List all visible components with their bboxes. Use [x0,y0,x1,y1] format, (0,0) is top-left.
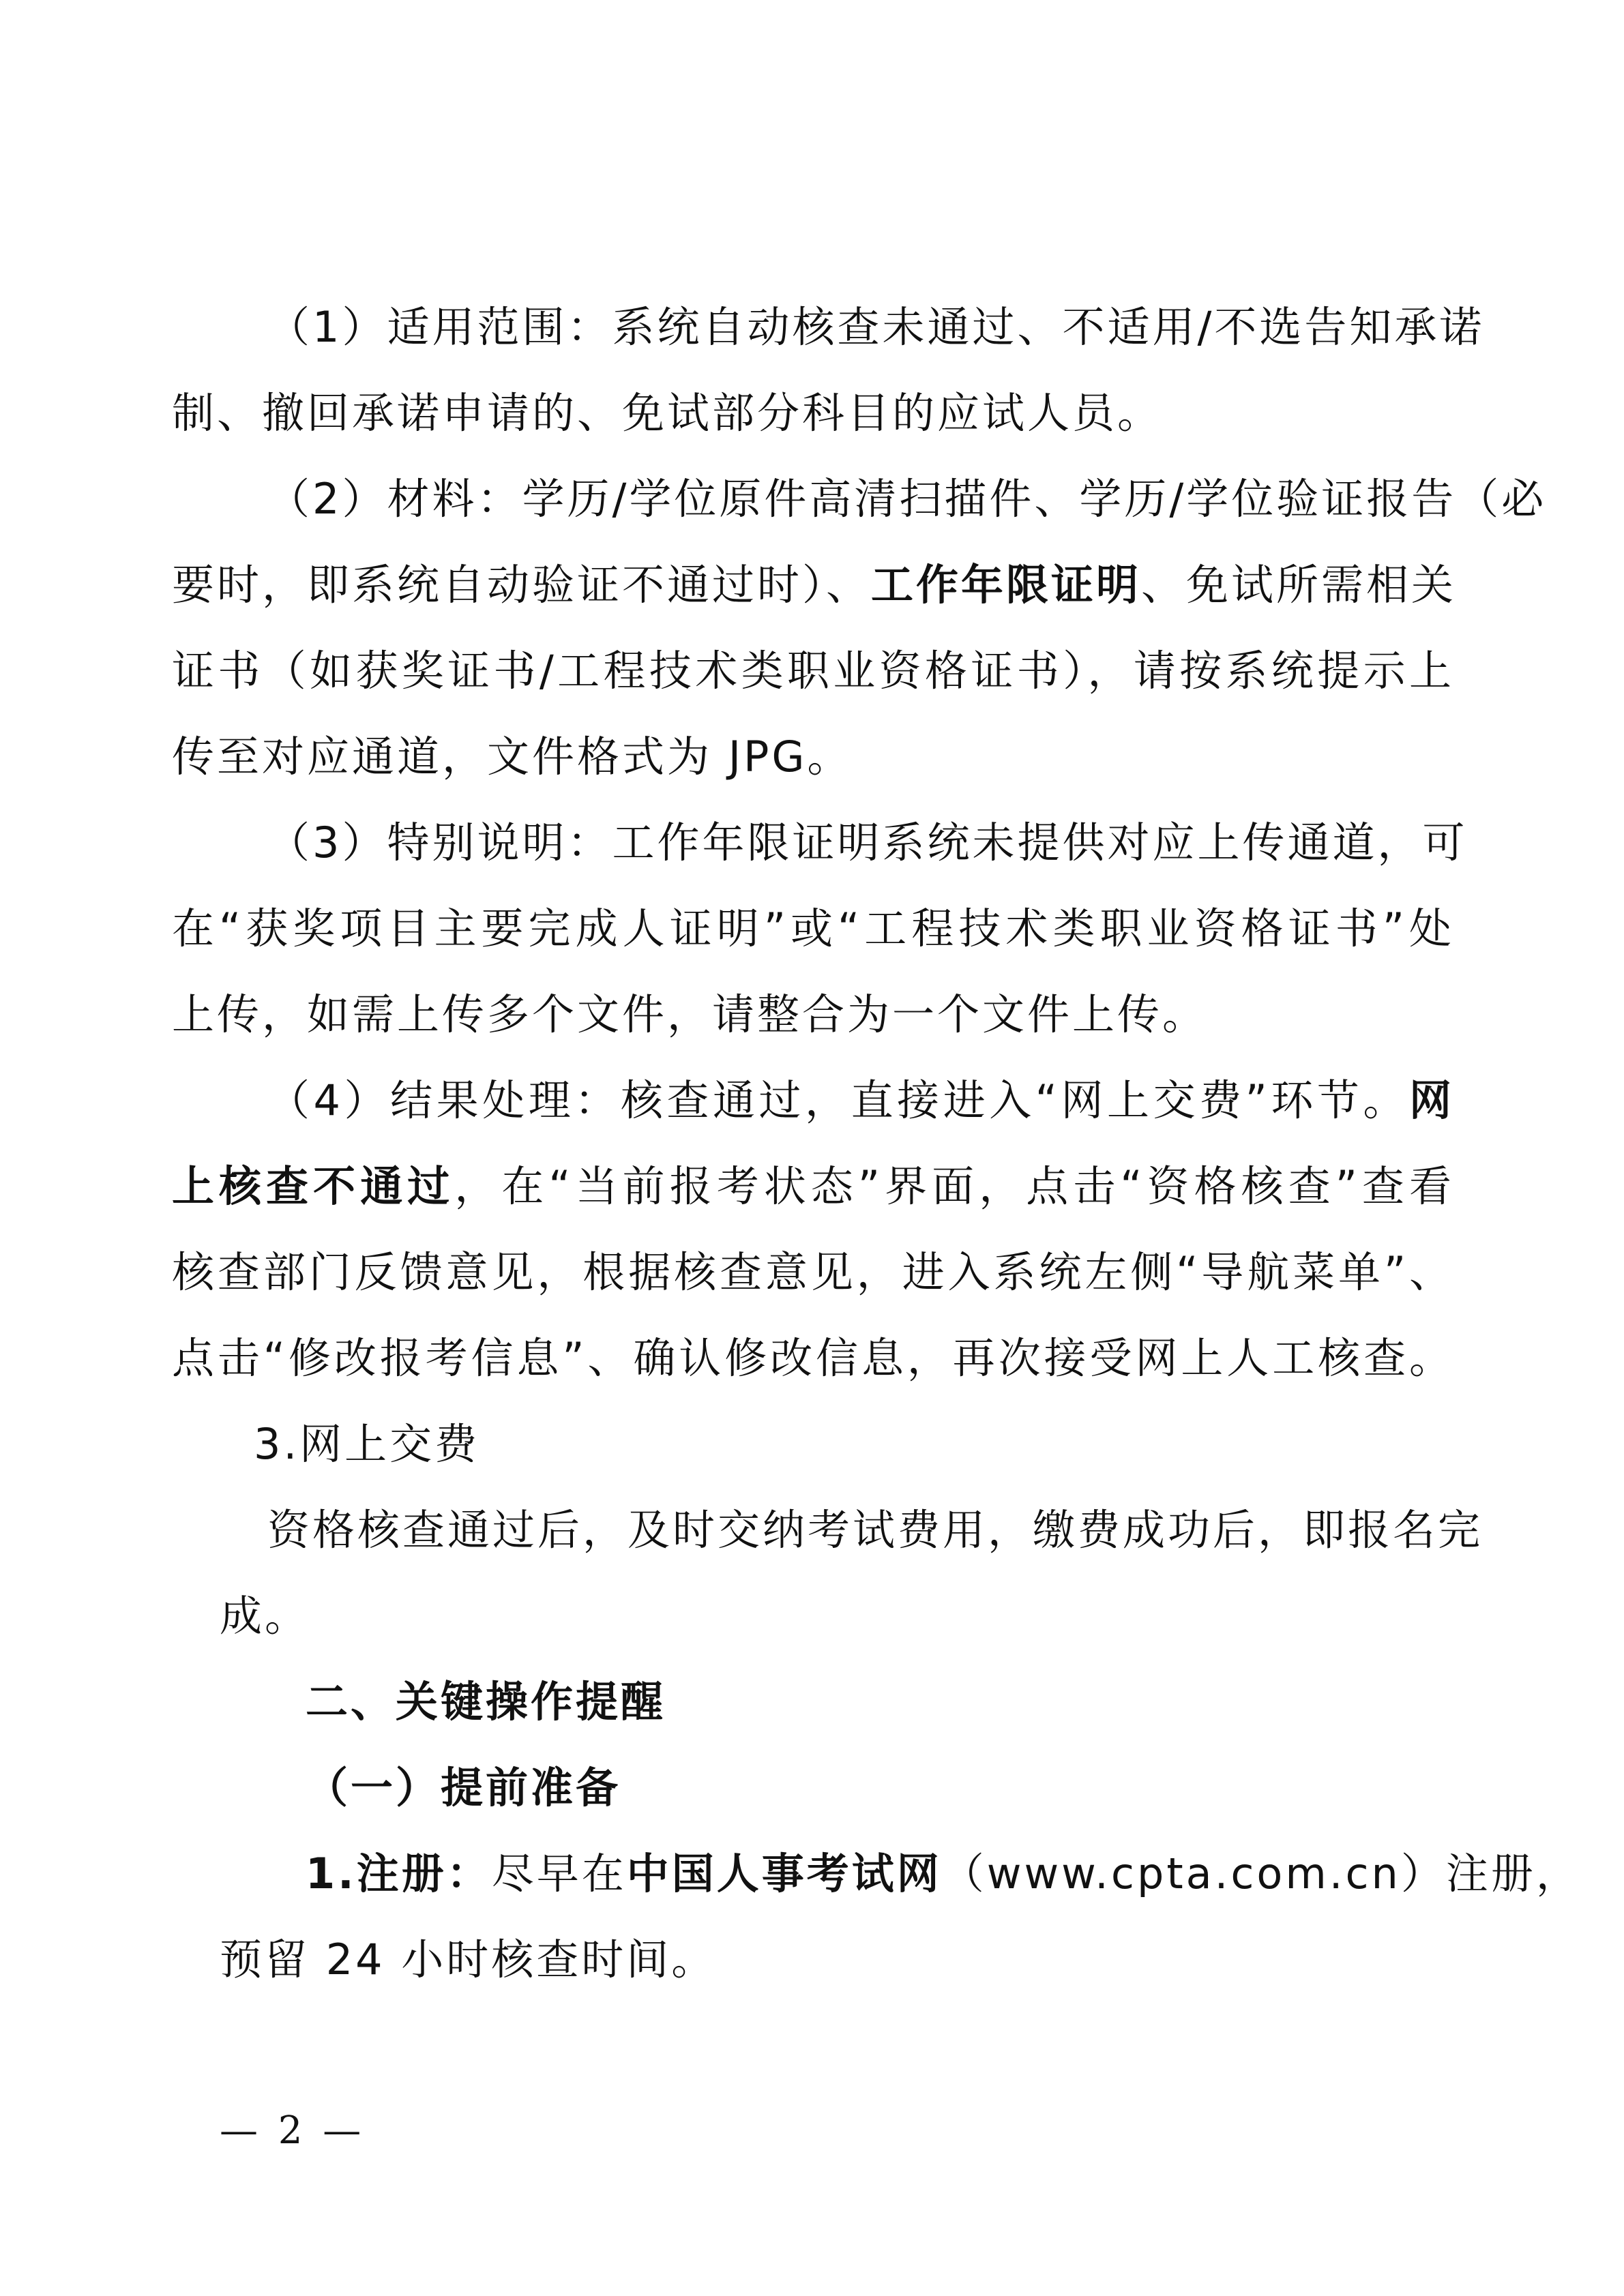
registration-label: 1.注册： [306,1849,492,1898]
step3-title: 3.网上交费 [254,1419,480,1469]
registration-site-name: 中国人事考试网 [626,1849,942,1898]
step3-line2: 成。 [220,1591,310,1641]
item4-line3: 核查部门反馈意见，根据核查意见，进入系统左侧“导航菜单”、 [172,1247,1454,1297]
registration-pre: 尽早在 [491,1849,627,1898]
item4-line4: 点击“修改报考信息”、确认修改信息，再次接受网上人工核查。 [172,1333,1454,1383]
item4-line2-post: ，在“当前报考状态”界面，点击“资格核查”查看 [454,1161,1454,1211]
item2-line2-bold: 工作年限证明 [871,560,1142,610]
registration-line2: 预留 24 小时核查时间。 [220,1935,717,1984]
item2-line2-post: 、免试所需相关 [1141,560,1457,610]
item4-line1-bold: 网 [1408,1075,1454,1125]
item2-line1: （2）材料：学历/学位原件高清扫描件、学历/学位验证报告（必 [267,474,1547,524]
item4-line2 [172,1159,1454,1214]
item2-line2-pre: 要时，即系统自动验证不通过时）、 [172,560,872,610]
section2-title: 二、关键操作提醒 [306,1677,666,1727]
section2-subheading: （一）提前准备 [306,1763,621,1813]
item3-line2: 在“获奖项目主要完成人证明”或“工程技术类职业资格证书”处 [172,904,1454,953]
item2-line3: 证书（如获奖证书/工程技术类职业资格证书），请按系统提示上 [172,646,1454,696]
item3-line3: 上传，如需上传多个文件，请整合为一个文件上传。 [172,989,1208,1039]
item1-line2: 制、撤回承诺申请的、免试部分科目的应试人员。 [172,388,1163,438]
step3-line1: 资格核查通过后，及时交纳考试费用，缴费成功后，即报名完 [267,1505,1483,1555]
page-number: — 2 — [220,2108,366,2153]
registration-line1 [306,1847,1581,1901]
item1-line1: （1）适用范围：系统自动核查未通过、不适用/不选告知承诺 [267,302,1485,352]
item3-line1: （3）特别说明：工作年限证明系统未提供对应上传通道，可 [267,818,1468,867]
item2-line4: 传至对应通道，文件格式为 JPG。 [172,732,853,781]
item4-line1-pre: （4）结果处理：核查通过，直接进入“网上交费”环节。 [267,1075,1409,1125]
item2-line2 [172,558,1457,612]
item4-line2-bold: 上核查不通过 [172,1161,455,1211]
item4-line1 [172,1073,1454,1128]
registration-post: （www.cpta.com.cn）注册， [941,1849,1581,1898]
